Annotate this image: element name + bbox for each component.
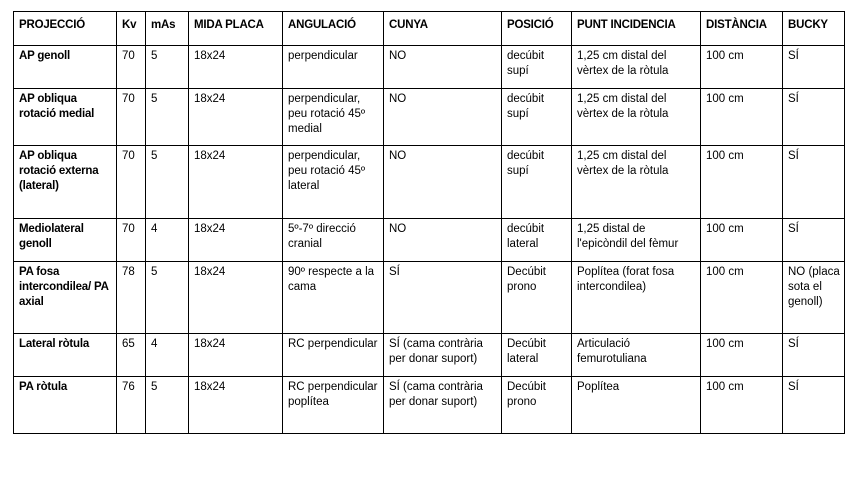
table-row bbox=[14, 262, 845, 334]
cell-angulacio: RC perpendicular poplítea bbox=[283, 377, 384, 434]
cell-mida-placa: 18x24 bbox=[189, 377, 283, 434]
header-row bbox=[14, 12, 845, 46]
cell-projeccio: PA fosa intercondilea/ PA axial bbox=[14, 262, 117, 334]
cell-cunya: SÍ (cama contrària per donar suport) bbox=[384, 377, 502, 434]
cell-cunya: NO bbox=[384, 219, 502, 262]
table-row bbox=[14, 219, 845, 262]
cell-punt-incidencia: 1,25 distal de l'epicòndil del fèmur bbox=[572, 219, 701, 262]
cell-mida-placa: 18x24 bbox=[189, 334, 283, 377]
cell-punt-incidencia: Articulació femurotuliana bbox=[572, 334, 701, 377]
cell-mida-placa: 18x24 bbox=[189, 146, 283, 219]
cell-projeccio: PA ròtula bbox=[14, 377, 117, 434]
cell-kv: 76 bbox=[117, 377, 146, 434]
cell-bucky: SÍ bbox=[783, 89, 845, 146]
cell-distancia: 100 cm bbox=[701, 262, 783, 334]
cell-kv: 78 bbox=[117, 262, 146, 334]
cell-bucky: SÍ bbox=[783, 46, 845, 89]
cell-mida-placa: 18x24 bbox=[189, 89, 283, 146]
cell-bucky: SÍ bbox=[783, 334, 845, 377]
cell-bucky: SÍ bbox=[783, 146, 845, 219]
cell-punt-incidencia: 1,25 cm distal del vèrtex de la ròtula bbox=[572, 89, 701, 146]
cell-posicio: decúbit supí bbox=[502, 89, 572, 146]
cell-kv: 70 bbox=[117, 146, 146, 219]
cell-punt-incidencia: 1,25 cm distal del vèrtex de la ròtula bbox=[572, 46, 701, 89]
cell-mas: 4 bbox=[146, 334, 189, 377]
cell-angulacio: 90º respecte a la cama bbox=[283, 262, 384, 334]
cell-kv: 65 bbox=[117, 334, 146, 377]
cell-posicio: Decúbit prono bbox=[502, 262, 572, 334]
cell-projeccio: Lateral ròtula bbox=[14, 334, 117, 377]
cell-mas: 5 bbox=[146, 377, 189, 434]
projection-table bbox=[13, 11, 845, 434]
header-cell: POSICIÓ bbox=[502, 12, 572, 46]
cell-mida-placa: 18x24 bbox=[189, 219, 283, 262]
table-row bbox=[14, 146, 845, 219]
cell-kv: 70 bbox=[117, 89, 146, 146]
cell-bucky: SÍ bbox=[783, 377, 845, 434]
table-row bbox=[14, 46, 845, 89]
cell-angulacio: RC perpendicular bbox=[283, 334, 384, 377]
cell-cunya: SÍ bbox=[384, 262, 502, 334]
header-cell: PUNT INCIDENCIA bbox=[572, 12, 701, 46]
header-cell: BUCKY bbox=[783, 12, 845, 46]
cell-projeccio: Mediolateral genoll bbox=[14, 219, 117, 262]
cell-punt-incidencia: Poplítea (forat fosa intercondilea) bbox=[572, 262, 701, 334]
cell-angulacio: perpendicular bbox=[283, 46, 384, 89]
cell-posicio: decúbit supí bbox=[502, 146, 572, 219]
cell-angulacio: 5º-7º direcció cranial bbox=[283, 219, 384, 262]
cell-cunya: NO bbox=[384, 46, 502, 89]
cell-distancia: 100 cm bbox=[701, 89, 783, 146]
cell-distancia: 100 cm bbox=[701, 219, 783, 262]
table-row bbox=[14, 377, 845, 434]
cell-cunya: SÍ (cama contrària per donar suport) bbox=[384, 334, 502, 377]
cell-distancia: 100 cm bbox=[701, 377, 783, 434]
cell-kv: 70 bbox=[117, 219, 146, 262]
cell-projeccio: AP genoll bbox=[14, 46, 117, 89]
cell-distancia: 100 cm bbox=[701, 146, 783, 219]
cell-projeccio: AP obliqua rotació externa (lateral) bbox=[14, 146, 117, 219]
cell-posicio: decúbit lateral bbox=[502, 219, 572, 262]
cell-mas: 5 bbox=[146, 89, 189, 146]
cell-kv: 70 bbox=[117, 46, 146, 89]
header-cell: Kv bbox=[117, 12, 146, 46]
cell-posicio: Decúbit prono bbox=[502, 377, 572, 434]
cell-punt-incidencia: 1,25 cm distal del vèrtex de la ròtula bbox=[572, 146, 701, 219]
cell-mida-placa: 18x24 bbox=[189, 262, 283, 334]
header-cell: PROJECCIÓ bbox=[14, 12, 117, 46]
cell-mas: 5 bbox=[146, 146, 189, 219]
cell-bucky: NO (placa sota el genoll) bbox=[783, 262, 845, 334]
header-cell: MIDA PLACA bbox=[189, 12, 283, 46]
cell-posicio: decúbit supí bbox=[502, 46, 572, 89]
cell-distancia: 100 cm bbox=[701, 334, 783, 377]
cell-mida-placa: 18x24 bbox=[189, 46, 283, 89]
cell-bucky: SÍ bbox=[783, 219, 845, 262]
cell-posicio: Decúbit lateral bbox=[502, 334, 572, 377]
cell-angulacio: perpendicular, peu rotació 45º lateral bbox=[283, 146, 384, 219]
header-cell: DISTÀNCIA bbox=[701, 12, 783, 46]
cell-punt-incidencia: Poplítea bbox=[572, 377, 701, 434]
cell-projeccio: AP obliqua rotació medial bbox=[14, 89, 117, 146]
cell-cunya: NO bbox=[384, 89, 502, 146]
cell-mas: 5 bbox=[146, 46, 189, 89]
header-cell: mAs bbox=[146, 12, 189, 46]
header-cell: ANGULACIÓ bbox=[283, 12, 384, 46]
table-row bbox=[14, 89, 845, 146]
cell-mas: 4 bbox=[146, 219, 189, 262]
cell-cunya: NO bbox=[384, 146, 502, 219]
header-cell: CUNYA bbox=[384, 12, 502, 46]
cell-mas: 5 bbox=[146, 262, 189, 334]
cell-angulacio: perpendicular, peu rotació 45º medial bbox=[283, 89, 384, 146]
cell-distancia: 100 cm bbox=[701, 46, 783, 89]
table-row bbox=[14, 334, 845, 377]
